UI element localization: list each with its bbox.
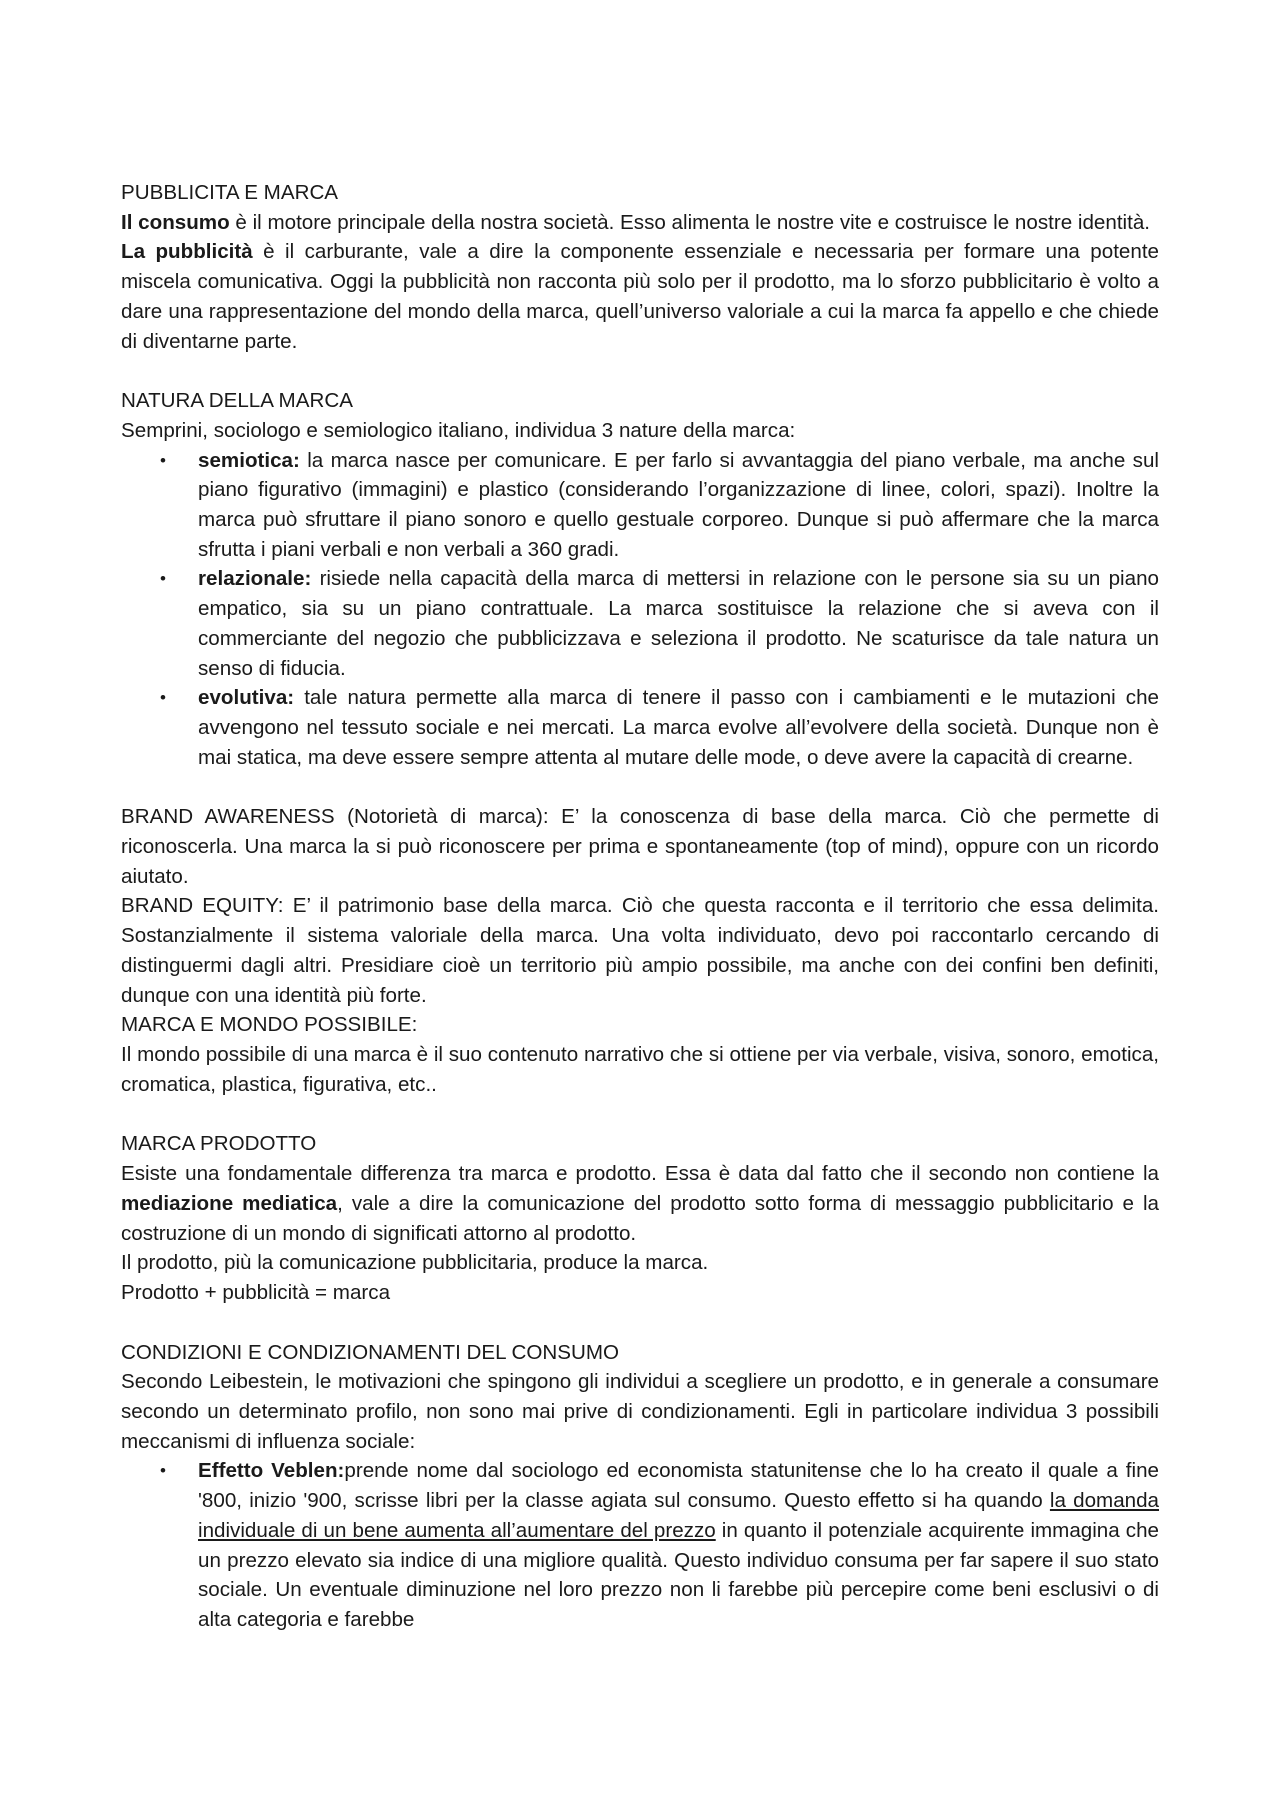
paragraph [121,891,1159,1010]
text-run: Secondo Leibestein, le motivazioni che spingono gli individui a scegliere un prodotto, e in generale a consumare secondo un determinato profilo, non sono mai prive di condizionamenti. Egli in particolare individua 3 possibili meccanismi di influenza sociale: [121,1370,1159,1453]
text-run: Il prodotto, più la comunicazione pubblicitaria, produce la marca. [121,1251,709,1275]
paragraph [121,208,1159,238]
list-item [121,446,1159,565]
text-run: tale natura permette alla marca di tenere il passo con i cambiamenti e le mutazioni che avvengono nel tessuto sociale e nei mercati. La marca evolve all’evolvere della società. Dunque non è mai statica, ma deve essere sempre attenta al mutare delle mode, o deve avere la capacità di crearne. [198,686,1159,769]
paragraph [121,237,1159,356]
bold-term: Effetto Veblen: [198,1459,345,1483]
bold-term: semiotica: [198,448,300,472]
list-item [121,683,1159,772]
section [121,386,1159,772]
text-run: la marca nasce per comunicare. E per farlo si avvantaggia del piano verbale, ma anche sul piano figurativo (immagini) e plastico (considerando l’organizzazione di linee, colori, spazi). Inoltre la marca può sfruttare il piano sonoro e quello gestuale corporeo. Dunque si può affermare che la marca sfrutta i piani verbali e non verbali a 360 gradi. [198,448,1159,561]
paragraph [121,1159,1159,1248]
text-run: risiede nella capacità della marca di mettersi in relazione con le persone sia su un piano empatico, sia su un piano contrattuale. La marca sostituisce la relazione che si aveva con il commerciante del negozio che pubblicizzava e seleziona il prodotto. Ne scaturisce da tale natura un senso di fiducia. [198,567,1159,680]
text-run: Il mondo possibile di una marca è il suo contenuto narrativo che si ottiene per via verbale, visiva, sonoro, emotica, cromatica, plastica, figurativa, etc.. [121,1042,1159,1096]
text-run: è il motore principale della nostra società. Esso alimenta le nostre vite e costruisce le nostre identità. [229,210,1151,234]
text-run: , vale a dire la comunicazione del prodotto sotto forma di messaggio pubblicitario e la costruzione di un mondo di significati attorno al prodotto. [121,1191,1159,1245]
bullet-list [121,446,1159,773]
bullet-dot-icon: • [160,450,166,470]
text-run: BRAND EQUITY: E’ il patrimonio base della marca. Ciò che questa racconta e il territorio che essa delimita. Sostanzialmente il sistema valoriale della marca. Una volta individuato, devo poi raccontarlo cercando di distinguermi dagli altri. Presidiare cioè un territorio più ampio possibile, ma anche con dei confini ben definiti, dunque con una identità più forte. [121,894,1159,1007]
text-run: Esiste una fondamentale differenza tra marca e prodotto. Essa è data dal fatto che il secondo non contiene la [121,1162,1159,1186]
section-heading: CONDIZIONI E CONDIZIONAMENTI DEL CONSUMO [121,1340,620,1364]
list-item [121,564,1159,683]
bold-term: evolutiva: [198,686,295,710]
section [121,1338,1159,1635]
paragraph [121,1367,1159,1456]
list-item [121,1456,1159,1634]
paragraph [121,416,1159,446]
bullet-dot-icon: • [160,569,166,589]
text-run: Prodotto + pubblicità = marca [121,1280,391,1304]
paragraph [121,1040,1159,1099]
section [121,802,1159,1099]
text-run: Semprini, sociologo e semiologico italiano, individua 3 nature della marca: [121,418,796,442]
text-run: è il carburante, vale a dire la componente essenziale e necessaria per formare una potente miscela comunicativa. Oggi la pubblicità non racconta più solo per il prodotto, ma lo sforzo pubblicitario è volto a dare una rappresentazione del mondo della marca, quell’universo valoriale a cui la marca fa appello e che chiede di diventarne parte. [121,240,1159,353]
bullet-dot-icon: • [160,688,166,708]
text-run: MARCA E MONDO POSSIBILE: [121,1013,418,1037]
section-heading: PUBBLICITA E MARCA [121,181,339,204]
paragraph [121,802,1159,891]
bold-term: mediazione mediatica [121,1191,338,1215]
paragraph [121,1248,1159,1278]
bullet-list [121,1456,1159,1634]
text-run: BRAND AWARENESS (Notorietà di marca): E’ la conoscenza di base della marca. Ciò che permette di riconoscerla. Una marca la si può riconoscere per prima e spontaneamente (top of mind), oppure con un ricordo aiutato. [121,805,1159,888]
bold-term: La pubblicità [121,240,253,264]
text-run: in quanto il potenziale acquirente immagina che un prezzo elevato sia indice di una migliore qualità. Questo individuo consuma per far sapere il suo stato sociale. Un eventuale diminuzione nel loro prezzo non li farebbe più percepire come beni esclusivi o di alta categoria e farebbe [198,1518,1159,1631]
paragraph [121,1010,1159,1040]
paragraph [121,1278,1159,1308]
section-heading: MARCA PRODOTTO [121,1132,317,1156]
bold-term: relazionale: [198,567,312,591]
section [121,178,1159,356]
underlined-text: la domanda individuale di un bene aumenta all’aumentare del prezzo [198,1489,1160,1542]
text-run: prende nome dal sociologo ed economista statunitense che lo ha creato il quale a fine '800, inizio '900, scrisse libri per la classe agiata sul consumo. Questo effetto si ha quando [198,1459,1159,1513]
section [121,1129,1159,1307]
bullet-dot-icon: • [160,1461,166,1481]
section-heading: NATURA DELLA MARCA [121,389,353,413]
bold-term: Il consumo [121,210,230,234]
